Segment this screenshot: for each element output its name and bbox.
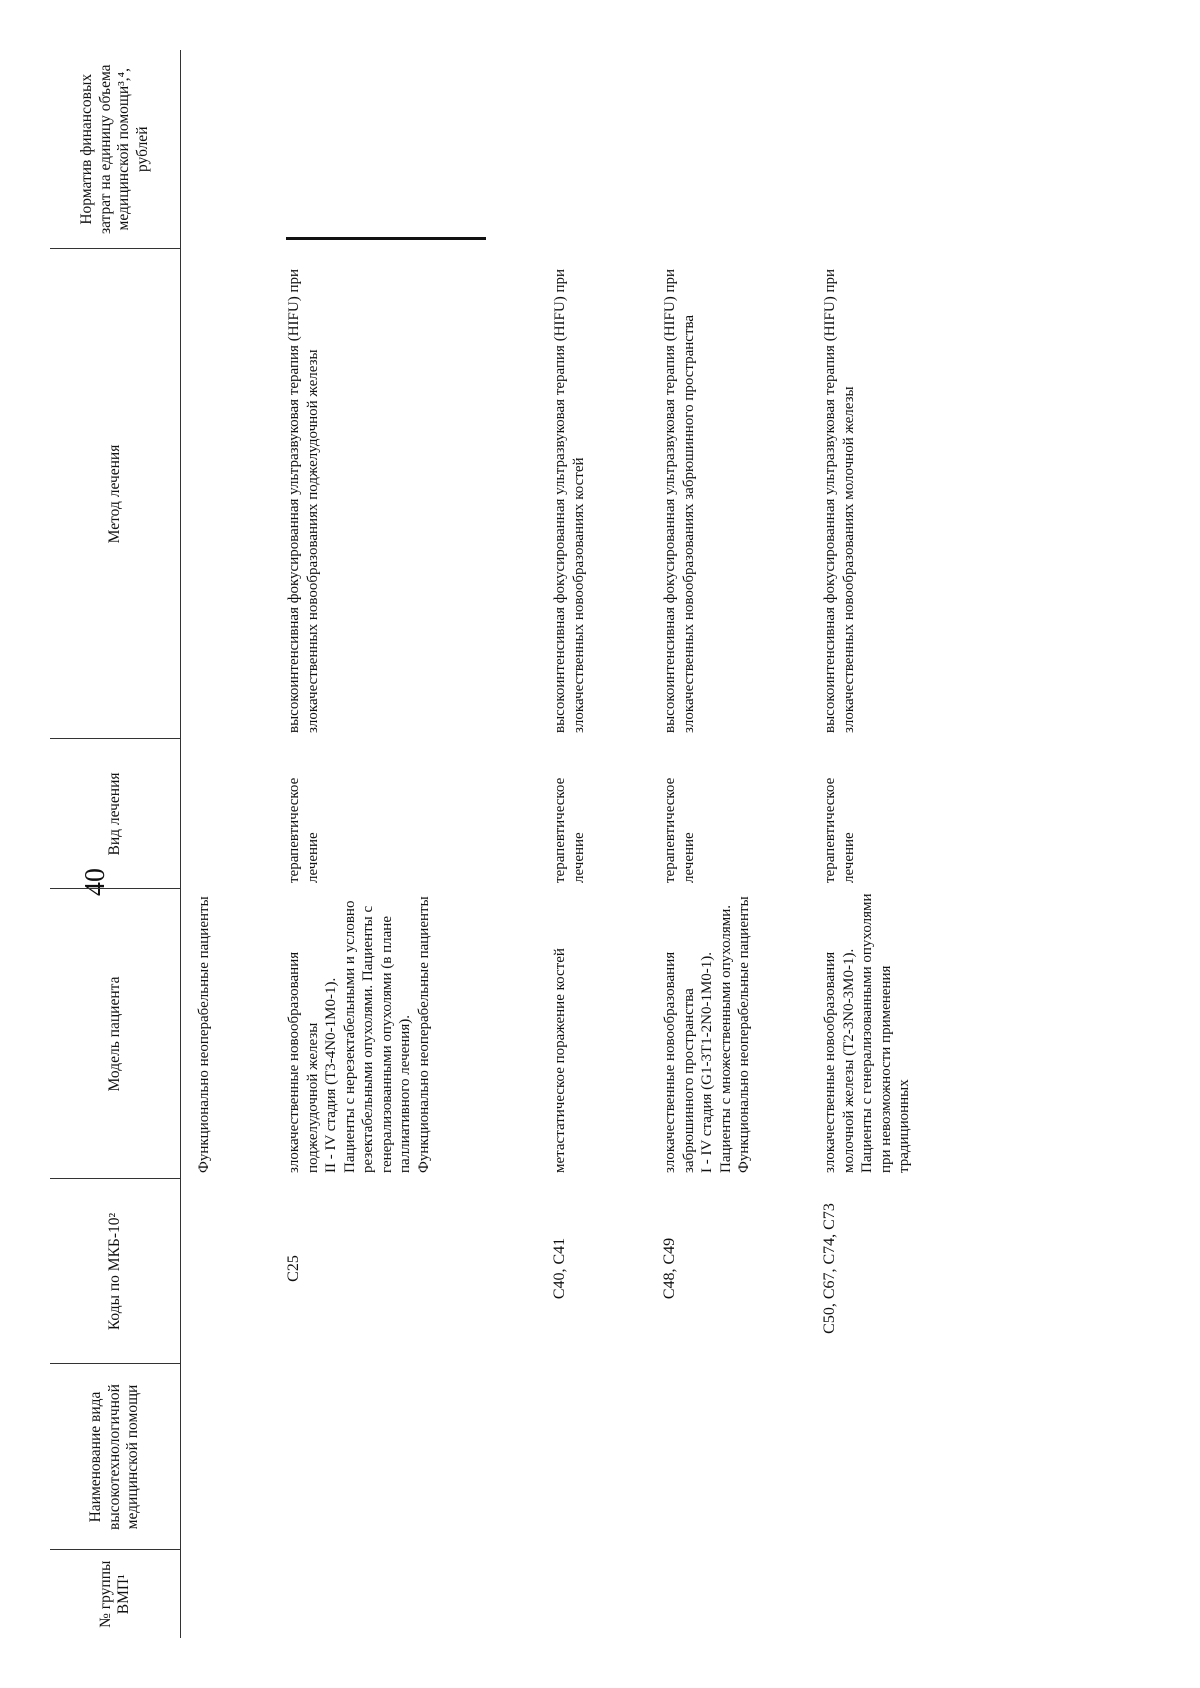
header-patient-model: Модель пациента <box>50 889 181 1179</box>
patient-model-cell: злокачественные новообразования поджелудочной железы II - IV стадия (T3-4N0-1M0-1). Пациенты с нерезектабельными и условно резектабельными опухолями. Пациенты с генерализованными опухолями (в плане паллиативного лечения). Функционально неоперабельные пациенты <box>286 896 432 1173</box>
treatment-method-cell: высокоинтенсивная фокусированная ультразвуковая терапия (HIFU) при злокачественных новообразованиях молочной железы <box>822 268 857 733</box>
mkb-code-cell: C50, C67, C74, C73 <box>821 1203 838 1334</box>
mkb-code-cell: C48, C49 <box>661 1237 678 1300</box>
page-edge-rule <box>286 237 486 240</box>
header-treatment-method: Метод лечения <box>50 249 181 739</box>
table-row <box>821 50 931 1638</box>
header-group-no: № группы ВМП¹ <box>50 1550 181 1638</box>
table-row <box>551 50 661 1638</box>
treatment-type-cell: терапевтическое лечение <box>662 777 697 883</box>
table-header-row <box>50 50 181 1638</box>
header-treatment-type: Вид лечения <box>50 739 181 889</box>
patient-model-cell: злокачественные новообразования забрюшинного пространства I - IV стадия (G1-3T1-2N0-1M0-1). Пациенты с множественными опухолями. Функционально неоперабельные пациенты <box>662 896 752 1173</box>
treatment-method-cell: высокоинтенсивная фокусированная ультразвуковая терапия (HIFU) при злокачественных новообразованиях забрюшинного пространства <box>662 268 697 733</box>
table-row <box>661 50 821 1638</box>
table-row-continuation <box>181 50 276 1638</box>
page-number: 40 <box>80 868 111 896</box>
table-row <box>275 50 551 1638</box>
header-mkb-codes: Коды по МКБ-10² <box>50 1179 181 1364</box>
treatment-method-cell: высокоинтенсивная фокусированная ультразвуковая терапия (HIFU) при злокачественных новообразованиях костей <box>552 268 587 733</box>
header-vmp-name: Наименование вида высокотехнологичной медицинской помощи <box>50 1364 181 1550</box>
mkb-code-cell: C40, C41 <box>551 1237 568 1300</box>
header-cost-norm: Норматив финансовых затрат на единицу объема медицинской помощи³,⁴, рублей <box>50 50 181 249</box>
mkb-code-cell: C25 <box>285 1255 302 1282</box>
continuation-text: Функционально неоперабельные пациенты <box>196 896 212 1173</box>
treatment-type-cell: терапевтическое лечение <box>552 777 587 883</box>
patient-model-cell: метастатическое поражение костей <box>552 948 568 1173</box>
treatment-method-cell: высокоинтенсивная фокусированная ультразвуковая терапия (HIFU) при злокачественных новообразованиях поджелудочной железы <box>286 268 321 733</box>
treatment-type-cell: терапевтическое лечение <box>822 777 857 883</box>
treatment-type-cell: терапевтическое лечение <box>286 777 321 883</box>
patient-model-cell: злокачественные новообразования молочной железы (T2-3N0-3M0-1). Пациенты с генерализованными опухолями при невозможности применения традиционных <box>822 893 912 1173</box>
vmp-table <box>50 50 931 1638</box>
